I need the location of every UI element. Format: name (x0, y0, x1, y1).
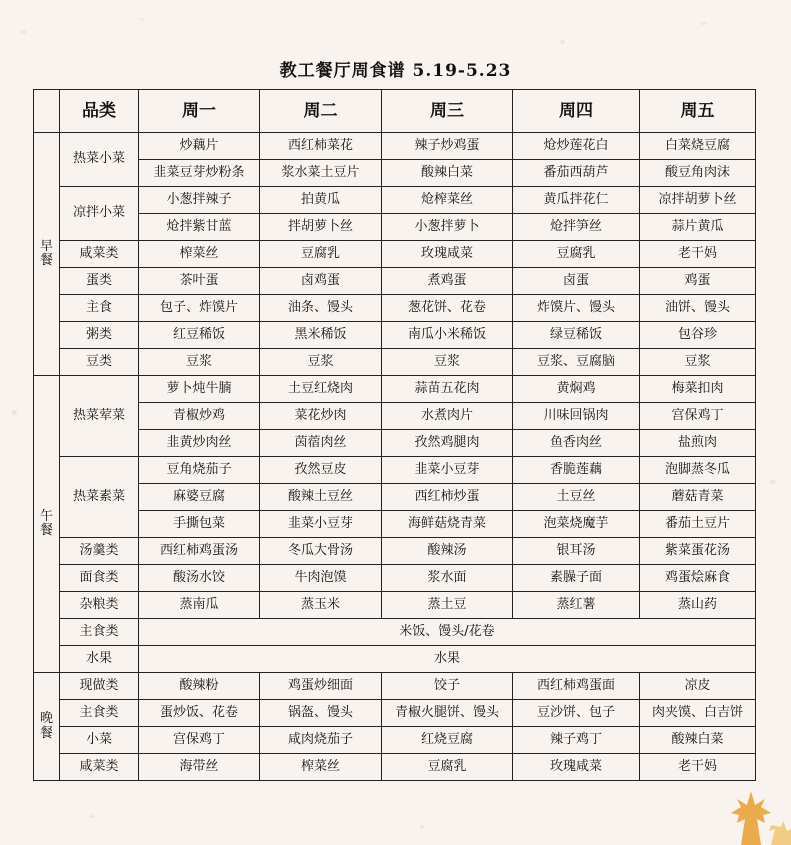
paper-speck (12, 410, 17, 415)
table-row (34, 268, 756, 295)
category-cell: 主食类 (60, 619, 139, 646)
table-row (34, 511, 756, 538)
dish-cell-thu: 绿豆稀饭 (513, 322, 640, 349)
dish-cell-thu: 素臊子面 (513, 565, 640, 592)
table-row (34, 565, 756, 592)
header-corner (34, 90, 60, 133)
dish-cell-tue: 拍黄瓜 (260, 187, 382, 214)
table-row (34, 673, 756, 700)
meal-label-char: 餐 (39, 725, 53, 741)
paper-speck (140, 18, 144, 21)
dish-cell-fri: 泡脚蒸冬瓜 (640, 457, 756, 484)
dish-cell-wed: 浆水面 (382, 565, 513, 592)
dish-cell-thu: 西红柿鸡蛋面 (513, 673, 640, 700)
header-category: 品类 (60, 90, 139, 133)
table-row (34, 457, 756, 484)
dish-cell-thu: 豆浆、豆腐脑 (513, 349, 640, 376)
dish-cell-fri: 酸豆角肉沫 (640, 160, 756, 187)
dish-cell-mon: 茶叶蛋 (139, 268, 260, 295)
dish-cell-mon: 青椒炒鸡 (139, 403, 260, 430)
header-day-mon: 周一 (139, 90, 260, 133)
dish-cell-wed: 饺子 (382, 673, 513, 700)
dish-cell-fri: 酸辣白菜 (640, 727, 756, 754)
dish-cell-fri: 凉皮 (640, 673, 756, 700)
meal-label (34, 673, 60, 781)
category-cell: 面食类 (60, 565, 139, 592)
dish-cell-tue: 孜然豆皮 (260, 457, 382, 484)
dish-cell-fri: 包谷珍 (640, 322, 756, 349)
dish-cell-fri: 宫保鸡丁 (640, 403, 756, 430)
category-cell: 汤羹类 (60, 538, 139, 565)
dish-cell-tue: 菜花炒肉 (260, 403, 382, 430)
category-cell: 主食 (60, 295, 139, 322)
dish-cell-mon: 韭菜豆芽炒粉条 (139, 160, 260, 187)
dish-cell-tue: 茵蓿肉丝 (260, 430, 382, 457)
dish-cell-wed: 蒸土豆 (382, 592, 513, 619)
table-row (34, 349, 756, 376)
dish-cell-thu: 玫瑰咸菜 (513, 754, 640, 781)
paper-speck (560, 40, 565, 44)
dish-cell-mon: 手撕包菜 (139, 511, 260, 538)
meal-label (34, 133, 60, 376)
dish-cell-wed: 豆腐乳 (382, 754, 513, 781)
category-cell: 水果 (60, 646, 139, 673)
dish-cell-wed: 海鲜菇烧青菜 (382, 511, 513, 538)
dish-cell-fri: 肉夹馍、白吉饼 (640, 700, 756, 727)
table-row (34, 322, 756, 349)
category-cell: 主食类 (60, 700, 139, 727)
dish-cell-mon: 萝卜炖牛腩 (139, 376, 260, 403)
dish-cell-wed: 西红柿炒蛋 (382, 484, 513, 511)
paper-speck (420, 825, 424, 829)
dish-cell-wed: 水煮肉片 (382, 403, 513, 430)
table-row (34, 619, 756, 646)
dish-cell-tue: 油条、馒头 (260, 295, 382, 322)
maple-leaf-decoration (701, 785, 791, 845)
dish-cell-tue: 黑米稀饭 (260, 322, 382, 349)
category-cell: 咸菜类 (60, 754, 139, 781)
table-row (34, 214, 756, 241)
dish-cell-mon: 红豆稀饭 (139, 322, 260, 349)
header-day-thu: 周四 (513, 90, 640, 133)
table-row (34, 538, 756, 565)
meal-label-char: 午 (39, 508, 53, 524)
dish-cell-thu: 鱼香肉丝 (513, 430, 640, 457)
dish-cell-mon: 炒藕片 (139, 133, 260, 160)
dish-cell-wed: 韭菜小豆芽 (382, 457, 513, 484)
dish-cell-tue: 锅盔、馒头 (260, 700, 382, 727)
paper-speck (90, 815, 95, 818)
table-row (34, 133, 756, 160)
meal-label-char: 早 (39, 238, 53, 254)
dish-cell-thu: 辣子鸡丁 (513, 727, 640, 754)
dish-cell-tue: 鸡蛋炒细面 (260, 673, 382, 700)
dish-cell-thu: 黄瓜拌花仁 (513, 187, 640, 214)
dish-cell-mon: 酸汤水饺 (139, 565, 260, 592)
dish-cell-thu: 香脆莲藕 (513, 457, 640, 484)
dish-cell-tue: 豆浆 (260, 349, 382, 376)
dish-cell-fri: 油饼、馒头 (640, 295, 756, 322)
dish-cell-tue: 西红柿菜花 (260, 133, 382, 160)
dish-cell-mon: 蒸南瓜 (139, 592, 260, 619)
table-row (34, 484, 756, 511)
header-row (34, 90, 756, 133)
dish-cell-mon: 西红柿鸡蛋汤 (139, 538, 260, 565)
merged-week-cell: 水果 (139, 646, 756, 673)
table-row (34, 592, 756, 619)
dish-cell-mon: 包子、炸馍片 (139, 295, 260, 322)
dish-cell-tue: 牛肉泡馍 (260, 565, 382, 592)
table-row (34, 160, 756, 187)
dish-cell-wed: 煮鸡蛋 (382, 268, 513, 295)
dish-cell-fri: 蘑菇青菜 (640, 484, 756, 511)
dish-cell-thu: 黄焖鸡 (513, 376, 640, 403)
dish-cell-wed: 炝榨菜丝 (382, 187, 513, 214)
dish-cell-tue: 酸辣土豆丝 (260, 484, 382, 511)
dish-cell-thu: 卤蛋 (513, 268, 640, 295)
dish-cell-fri: 梅菜扣肉 (640, 376, 756, 403)
dish-cell-wed: 青椒火腿饼、馒头 (382, 700, 513, 727)
dish-cell-wed: 小葱拌萝卜 (382, 214, 513, 241)
menu-body (34, 133, 756, 781)
dish-cell-tue: 韭菜小豆芽 (260, 511, 382, 538)
paper-speck (700, 22, 707, 25)
table-row (34, 295, 756, 322)
dish-cell-wed: 玫瑰咸菜 (382, 241, 513, 268)
category-cell: 热菜小菜 (60, 133, 139, 187)
dish-cell-wed: 蒜苗五花肉 (382, 376, 513, 403)
dish-cell-fri: 盐煎肉 (640, 430, 756, 457)
dish-cell-thu: 蒸红薯 (513, 592, 640, 619)
dish-cell-mon: 酸辣粉 (139, 673, 260, 700)
table-row (34, 376, 756, 403)
dish-cell-mon: 炝拌紫甘蓝 (139, 214, 260, 241)
meal-label-char: 餐 (39, 523, 53, 538)
category-cell: 凉拌小菜 (60, 187, 139, 241)
dish-cell-fri: 鸡蛋 (640, 268, 756, 295)
meal-label-char: 餐 (39, 253, 53, 268)
dish-cell-mon: 小葱拌辣子 (139, 187, 260, 214)
merged-week-cell: 米饭、馒头/花卷 (139, 619, 756, 646)
table-row (34, 700, 756, 727)
dish-cell-fri: 紫菜蛋花汤 (640, 538, 756, 565)
dish-cell-thu: 豆沙饼、包子 (513, 700, 640, 727)
dish-cell-wed: 酸辣白菜 (382, 160, 513, 187)
dish-cell-wed: 豆浆 (382, 349, 513, 376)
category-cell: 粥类 (60, 322, 139, 349)
dish-cell-thu: 银耳汤 (513, 538, 640, 565)
table-row (34, 403, 756, 430)
dish-cell-mon: 海带丝 (139, 754, 260, 781)
dish-cell-tue: 豆腐乳 (260, 241, 382, 268)
dish-cell-mon: 麻婆豆腐 (139, 484, 260, 511)
dish-cell-fri: 凉拌胡萝卜丝 (640, 187, 756, 214)
dish-cell-thu: 炝拌笋丝 (513, 214, 640, 241)
dish-cell-tue: 卤鸡蛋 (260, 268, 382, 295)
dish-cell-thu: 炝炒莲花白 (513, 133, 640, 160)
category-cell: 现做类 (60, 673, 139, 700)
table-row (34, 754, 756, 781)
dish-cell-fri: 豆浆 (640, 349, 756, 376)
meal-label (34, 376, 60, 673)
header-day-wed: 周三 (382, 90, 513, 133)
dish-cell-fri: 老干妈 (640, 754, 756, 781)
dish-cell-tue: 咸肉烧茄子 (260, 727, 382, 754)
dish-cell-tue: 拌胡萝卜丝 (260, 214, 382, 241)
dish-cell-fri: 白菜烧豆腐 (640, 133, 756, 160)
dish-cell-wed: 葱花饼、花卷 (382, 295, 513, 322)
dish-cell-thu: 豆腐乳 (513, 241, 640, 268)
category-cell: 热菜素菜 (60, 457, 139, 538)
dish-cell-fri: 蒸山药 (640, 592, 756, 619)
dish-cell-tue: 冬瓜大骨汤 (260, 538, 382, 565)
table-row (34, 727, 756, 754)
dish-cell-fri: 蒜片黄瓜 (640, 214, 756, 241)
header-day-fri: 周五 (640, 90, 756, 133)
category-cell: 杂粮类 (60, 592, 139, 619)
dish-cell-wed: 辣子炒鸡蛋 (382, 133, 513, 160)
dish-cell-wed: 酸辣汤 (382, 538, 513, 565)
category-cell: 豆类 (60, 349, 139, 376)
table-row (34, 430, 756, 457)
header-day-tue: 周二 (260, 90, 382, 133)
dish-cell-fri: 番茄土豆片 (640, 511, 756, 538)
paper-speck (20, 30, 26, 34)
dish-cell-thu: 土豆丝 (513, 484, 640, 511)
dish-cell-mon: 豆角烧茄子 (139, 457, 260, 484)
dish-cell-thu: 番茄西葫芦 (513, 160, 640, 187)
dish-cell-tue: 蒸玉米 (260, 592, 382, 619)
category-cell: 小菜 (60, 727, 139, 754)
dish-cell-thu: 炸馍片、馒头 (513, 295, 640, 322)
paper-speck (770, 480, 776, 484)
dish-cell-mon: 宫保鸡丁 (139, 727, 260, 754)
dish-cell-mon: 豆浆 (139, 349, 260, 376)
dish-cell-wed: 红烧豆腐 (382, 727, 513, 754)
dish-cell-mon: 榨菜丝 (139, 241, 260, 268)
meal-label-char: 晚 (39, 711, 53, 727)
dish-cell-mon: 蛋炒饭、花卷 (139, 700, 260, 727)
dish-cell-thu: 川味回锅肉 (513, 403, 640, 430)
table-row (34, 646, 756, 673)
dish-cell-fri: 老干妈 (640, 241, 756, 268)
category-cell: 蛋类 (60, 268, 139, 295)
table-row (34, 187, 756, 214)
table-row (34, 241, 756, 268)
dish-cell-tue: 浆水菜土豆片 (260, 160, 382, 187)
weekly-menu-table (33, 89, 756, 781)
dish-cell-tue: 土豆红烧肉 (260, 376, 382, 403)
dish-cell-thu: 泡菜烧魔芋 (513, 511, 640, 538)
page-title: 教工餐厅周食谱 5.19-5.23 (279, 61, 512, 81)
dish-cell-wed: 南瓜小米稀饭 (382, 322, 513, 349)
dish-cell-fri: 鸡蛋烩麻食 (640, 565, 756, 592)
dish-cell-tue: 榨菜丝 (260, 754, 382, 781)
category-cell: 咸菜类 (60, 241, 139, 268)
dish-cell-mon: 韭黄炒肉丝 (139, 430, 260, 457)
dish-cell-wed: 孜然鸡腿肉 (382, 430, 513, 457)
category-cell: 热菜荤菜 (60, 376, 139, 457)
